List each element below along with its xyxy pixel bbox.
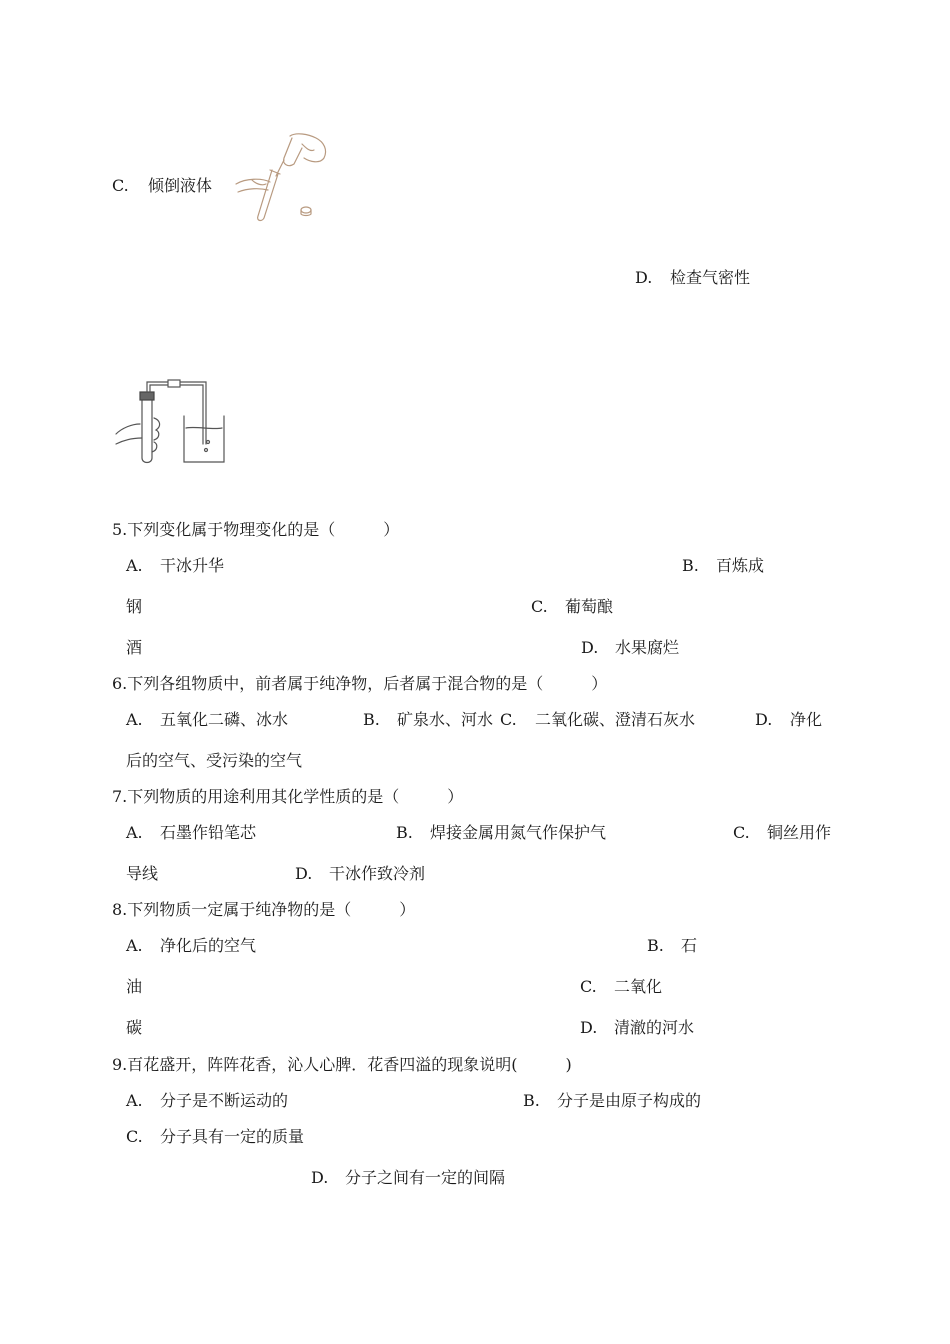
q9-option-a-label: A. [126, 1091, 143, 1110]
q8-option-a-text: 净化后的空气 [160, 936, 257, 955]
q6-option-d-text-wrap: 后的空气、受污染的空气 [126, 751, 303, 770]
q8-option-c-text-wrap: 碳 [126, 1018, 143, 1037]
q6-option-a-label: A. [126, 710, 143, 729]
q5-option-c-text-wrap: 酒 [126, 638, 143, 657]
q5-option-b-label: B. [682, 556, 699, 575]
q5-option-a-text: 干冰升华 [160, 556, 225, 575]
q7-stem: 7.下列物质的用途利用其化学性质的是（ ） [112, 787, 464, 806]
q7-option-c-text: 铜丝用作 [767, 823, 832, 842]
q9-option-b-text: 分子是由原子构成的 [557, 1091, 702, 1110]
q6-option-a-text: 五氧化二磷、冰水 [160, 710, 289, 729]
q6-option-b-text: 矿泉水、河水 [397, 710, 494, 729]
q6-option-d-text: 净化 [790, 710, 823, 729]
q6-option-c-label: C. [500, 710, 517, 729]
q6-stem: 6.下列各组物质中，前者属于纯净物，后者属于混合物的是（ ） [112, 674, 608, 693]
q5-option-b-text-wrap: 钢 [126, 597, 143, 616]
q4-option-c-label: C. [112, 176, 129, 195]
q5-option-d-label: D. [581, 638, 599, 657]
q7-option-d-text: 干冰作致冷剂 [329, 864, 426, 883]
q8-option-d-text: 清澈的河水 [614, 1018, 695, 1037]
q8-option-a-label: A. [126, 936, 143, 955]
q7-option-a-text: 石墨作铅笔芯 [160, 823, 257, 842]
q9-option-c-label: C. [126, 1127, 143, 1146]
q7-option-b-text: 焊接金属用氮气作保护气 [430, 823, 607, 842]
q5-option-a-label: A. [126, 556, 143, 575]
q7-option-a-label: A. [126, 823, 143, 842]
q5-option-d-text: 水果腐烂 [615, 638, 680, 657]
q6-option-d-label: D. [755, 710, 773, 729]
q8-option-c-label: C. [580, 977, 597, 996]
q4-option-d-text: 检查气密性 [670, 268, 751, 287]
q9-option-d-text: 分子之间有一定的间隔 [345, 1168, 506, 1187]
q9-option-c-text: 分子具有一定的质量 [160, 1127, 305, 1146]
q5-option-c-text: 葡萄酿 [565, 597, 614, 616]
q7-option-c-label: C. [733, 823, 750, 842]
q8-option-d-label: D. [580, 1018, 598, 1037]
q5-option-c-label: C. [531, 597, 548, 616]
q9-option-a-text: 分子是不断运动的 [160, 1091, 289, 1110]
q4-option-c-text: 倾倒液体 [148, 176, 213, 195]
q9-option-b-label: B. [523, 1091, 540, 1110]
q8-option-c-text: 二氧化 [614, 977, 663, 996]
q8-option-b-text-wrap: 油 [126, 977, 143, 996]
pouring-liquid-illustration [232, 128, 332, 223]
q8-option-b-label: B. [647, 936, 664, 955]
q4-option-d-label: D. [635, 268, 653, 287]
q7-option-c-text-wrap: 导线 [126, 864, 159, 883]
q7-option-d-label: D. [295, 864, 313, 883]
q8-stem: 8.下列物质一定属于纯净物的是（ ） [112, 900, 416, 919]
q7-option-b-label: B. [396, 823, 413, 842]
q9-stem: 9.百花盛开，阵阵花香，沁人心脾．花香四溢的现象说明( ) [112, 1055, 572, 1074]
q6-option-c-text: 二氧化碳、澄清石灰水 [535, 710, 696, 729]
q5-stem: 5.下列变化属于物理变化的是（ ） [112, 520, 400, 539]
q6-option-b-label: B. [363, 710, 380, 729]
q9-option-d-label: D. [311, 1168, 329, 1187]
airtightness-check-illustration [112, 372, 230, 472]
q8-option-b-text: 石 [681, 936, 698, 955]
q5-option-b-text: 百炼成 [716, 556, 765, 575]
